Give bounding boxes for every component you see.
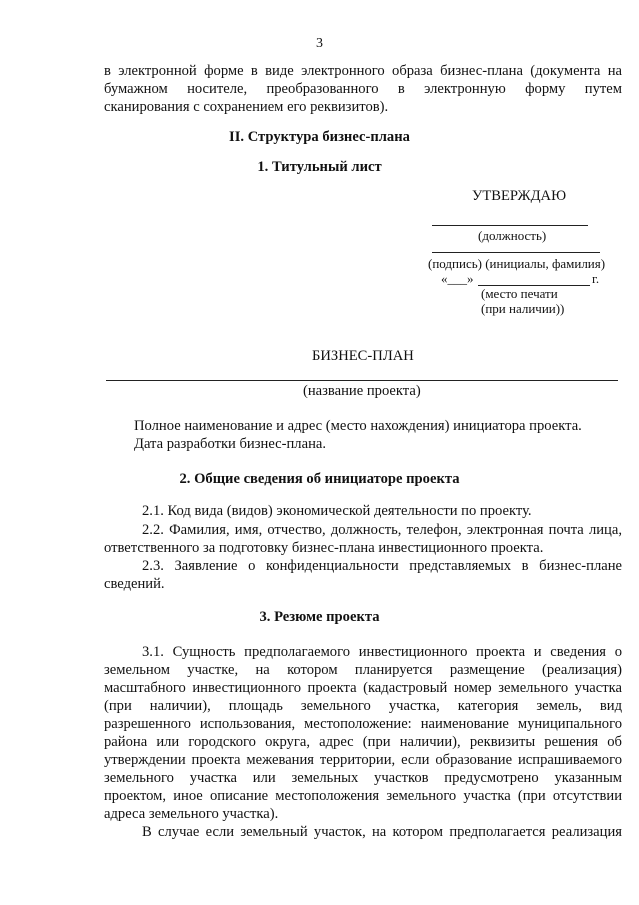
- summary-para-1-line-8: земельного участка или земельных участков предусмотрено указанным: [104, 770, 622, 786]
- summary-para-1-line-5: разрешенного использования, местоположение: наименование муниципального: [104, 716, 622, 732]
- summary-para-1-line-1: 3.1. Сущность предполагаемого инвестиционного проекта и сведения о: [142, 644, 622, 660]
- general-info-item-2-line-1: 2.2. Фамилия, имя, отчество, должность, телефон, электронная почта лица,: [142, 522, 622, 538]
- position-caption: (должность): [478, 228, 547, 243]
- page-number: 3: [316, 36, 323, 51]
- position-line: [432, 225, 588, 226]
- summary-para-1-line-3: масштабного инвестиционного проекта (кадастровый номер земельного участка: [104, 680, 622, 696]
- summary-para-1-line-10: адреса земельного участка).: [104, 806, 279, 822]
- summary-para-1-line-2: земельном участке, на котором планируется размещение (реализация): [104, 662, 622, 678]
- summary-para-1-line-6: района или городского округа, адрес (при наличии), реквизиты решения об: [104, 734, 622, 750]
- summary-para-2-line-1: В случае если земельный участок, на котором предполагается реализация: [142, 824, 622, 840]
- summary-para-1-line-4: (при наличии), площадь земельного участка, категория земель, вид: [104, 698, 622, 714]
- summary-para-1-line-7: утверждении проекта межевания территории, если образование испрашиваемого: [104, 752, 622, 768]
- general-info-item-2-line-2: ответственного за подготовку бизнес-плана инвестиционного проекта.: [104, 540, 544, 556]
- section-subtitle: 1. Титульный лист: [257, 159, 382, 175]
- summary-title: 3. Резюме проекта: [259, 609, 380, 625]
- section-title: II. Структура бизнес-плана: [229, 129, 410, 145]
- project-name-line: [106, 380, 618, 381]
- date-day: «___»: [441, 271, 474, 286]
- general-info-item-3-line-1: 2.3. Заявление о конфиденциальности представляемых в бизнес-плане: [142, 558, 622, 574]
- business-plan-heading: БИЗНЕС-ПЛАН: [312, 348, 414, 364]
- signature-caption: (подпись) (инициалы, фамилия): [428, 256, 606, 271]
- summary-para-1-line-9: проектом, иное описание местоположения земельного участка (при отсутствии: [104, 788, 622, 804]
- intro-line-2: бумажном носителе, преобразованного в электронную форму путем: [104, 81, 622, 97]
- initiator-name-line: Полное наименование и адрес (место нахождения) инициатора проекта.: [134, 418, 582, 434]
- general-info-item-3-line-2: сведений.: [104, 576, 165, 592]
- intro-line-3: сканирования с сохранением его реквизитов).: [104, 99, 389, 115]
- signature-line: [432, 252, 600, 253]
- stamp-caption-1: (место печати: [481, 286, 558, 301]
- date-year-suffix: г.: [592, 271, 600, 286]
- plan-date-line: Дата разработки бизнес-плана.: [134, 436, 326, 452]
- general-info-title: 2. Общие сведения об инициаторе проекта: [179, 471, 460, 487]
- stamp-caption-2: (при наличии)): [481, 301, 565, 316]
- general-info-item-1: 2.1. Код вида (видов) экономической деятельности по проекту.: [142, 503, 532, 519]
- approve-label: УТВЕРЖДАЮ: [472, 188, 567, 204]
- intro-line-1: в электронной форме в виде электронного образа бизнес-плана (документа на: [104, 63, 622, 79]
- project-name-caption: (название проекта): [303, 383, 421, 399]
